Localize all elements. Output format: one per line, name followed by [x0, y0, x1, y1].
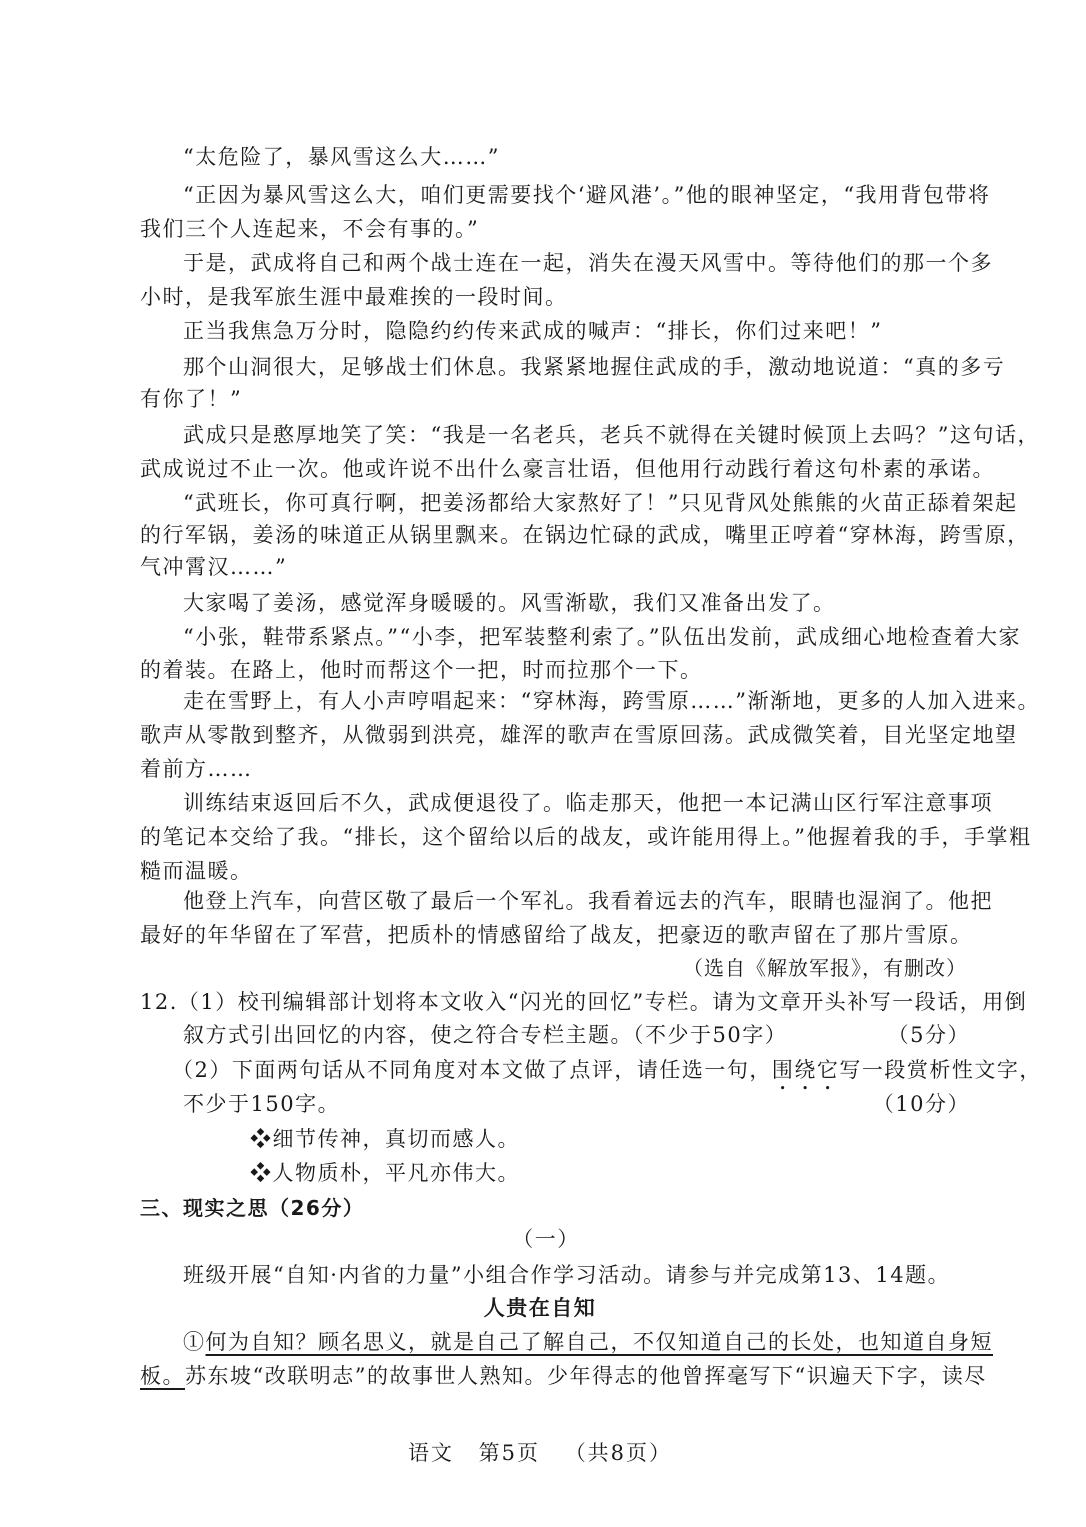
story-paragraph-4: 正当我焦急万分时，隐隐约约传来武成的喊声：“排长，你们过来吧！”	[183, 319, 883, 343]
question-12-part-2-text-post: 写一段赏析性文字，	[839, 1058, 1042, 1082]
essay-key-sentence-end: 板。	[140, 1364, 185, 1388]
question-12-part-2-line-2	[183, 1087, 970, 1121]
section-3-intro: 班级开展“自知·内省的力量”小组合作学习活动。请参与并完成第13、14题。	[183, 1263, 951, 1287]
question-12-option-2: ❖人物质朴，平凡亦伟大。	[250, 1161, 520, 1185]
question-12-part-1-score: （5分）	[887, 1023, 970, 1047]
section-3-heading: 三、现实之思（26分）	[140, 1196, 365, 1220]
question-12-part-2-score: （10分）	[872, 1092, 970, 1116]
story-paragraph-5-line-1: 那个山洞很大，足够战士们休息。我紧紧地握住武成的手，激动地说道：“真的多亏	[183, 355, 1006, 379]
essay-paragraph-1-line-1	[183, 1325, 993, 1359]
story-paragraph-3-line-2: 小时，是我军旅生涯中最难挨的一段时间。	[140, 285, 568, 309]
question-12-option-1: ❖细节传神，真切而感人。	[250, 1127, 520, 1151]
question-12-part-2-emphasis: 围绕它	[771, 1058, 840, 1082]
story-paragraph-10-line-1: 走在雪野上，有人小声哼唱起来：“穿林海，跨雪原……”渐渐地，更多的人加入进来。	[183, 689, 1040, 713]
story-paragraph-9-line-1: “小张，鞋带系紧点。”“小李，把军装整利索了。”队伍出发前，武成细心地检查着大家	[183, 625, 1021, 649]
question-12-part-1-text: 叙方式引出回忆的内容，使之符合专栏主题。（不少于50字）	[183, 1023, 788, 1047]
story-paragraph-6-line-1: 武成只是憨厚地笑了笑：“我是一名老兵，老兵不就得在关键时候顶上去吗？”这句话，	[183, 423, 1040, 447]
story-paragraph-7-line-3: 气冲霄汉……”	[140, 555, 288, 579]
essay-title: 人贵在自知	[483, 1296, 597, 1320]
story-paragraph-11-line-3: 糙而温暖。	[140, 859, 253, 883]
section-3-subheading: （一）	[512, 1227, 580, 1251]
footer-page-number: 第5页	[478, 1441, 540, 1465]
story-paragraph-10-line-3: 着前方……	[140, 757, 253, 781]
story-paragraph-1: “太危险了，暴风雪这么大……”	[183, 145, 500, 169]
essay-paragraph-number: ①	[183, 1330, 206, 1354]
footer-subject: 语文	[407, 1441, 454, 1465]
story-paragraph-10-line-2: 歌声从零散到整齐，从微弱到洪亮，雄浑的歌声在雪原回荡。武成微笑着，目光坚定地望	[140, 723, 1018, 747]
question-12-part-1-line-2	[183, 1018, 970, 1052]
story-paragraph-7-line-1: “武班长，你可真行啊，把姜汤都给大家熬好了！”只见背风处熊熊的火苗正舔着架起	[183, 491, 1018, 515]
page-footer	[0, 1437, 1080, 1467]
footer-total-pages: （共8页）	[564, 1441, 673, 1465]
story-paragraph-12-line-2: 最好的年华留在了军营，把质朴的情感留给了战友，把豪迈的歌声留在了那片雪原。	[140, 923, 973, 947]
story-paragraph-9-line-2: 的着装。在路上，他时而帮这个一把，时而拉那个一下。	[140, 658, 703, 682]
story-paragraph-5-line-2: 有你了！”	[140, 387, 243, 411]
question-12-part-1-line-1: 12.（1）校刊编辑部计划将本文收入“闪光的回忆”专栏。请为文章开头补写一段话，用倒	[140, 990, 1028, 1014]
story-paragraph-11-line-1: 训练结束返回后不久，武成便退役了。临走那天，他把一本记满山区行军注意事项	[183, 791, 993, 815]
story-paragraph-2-line-2: 我们三个人连起来，不会有事的。”	[140, 217, 480, 241]
essay-paragraph-1-rest: 苏东坡“改联明志”的故事世人熟知。少年得志的他曾挥毫写下“识遍天下字，读尽	[185, 1364, 987, 1388]
story-paragraph-2-line-1: “正因为暴风雪这么大，咱们更需要找个‘避风港’。”他的眼神坚定，“我用背包带将	[183, 183, 991, 207]
story-paragraph-6-line-2: 武成说过不止一次。他或许说不出什么豪言壮语，但他用行动践行着这句朴素的承诺。	[140, 457, 995, 481]
story-paragraph-12-line-1: 他登上汽车，向营区敬了最后一个军礼。我看着远去的汽车，眼睛也湿润了。他把	[183, 889, 993, 913]
question-12-part-2-text-pre: （2）下面两句话从不同角度对本文做了点评，请任选一句，	[172, 1058, 772, 1082]
question-12-part-2-text: 不少于150字。	[183, 1092, 341, 1116]
story-paragraph-7-line-2: 的行军锅，姜汤的味道正从锅里飘来。在锅边忙碌的武成，嘴里正哼着“穿林海，跨雪原，	[140, 523, 1030, 547]
story-paragraph-11-line-2: 的笔记本交给了我。“排长，这个留给以后的战友，或许能用得上。”他握着我的手，手掌粗	[140, 825, 1032, 849]
story-paragraph-8: 大家喝了姜汤，感觉浑身暖暖的。风雪渐歇，我们又准备出发了。	[183, 591, 836, 615]
question-12-part-2-line-1	[172, 1053, 1042, 1087]
essay-key-sentence: 何为自知？顾名思义，就是自己了解自己，不仅知道自己的长处，也知道自身短	[205, 1330, 993, 1354]
story-paragraph-3-line-1: 于是，武成将自己和两个战士连在一起，消失在漫天风雪中。等待他们的那一个多	[183, 251, 993, 275]
story-source: （选自《解放军报》，有删改）	[683, 956, 967, 980]
essay-paragraph-1-line-2	[140, 1359, 987, 1393]
